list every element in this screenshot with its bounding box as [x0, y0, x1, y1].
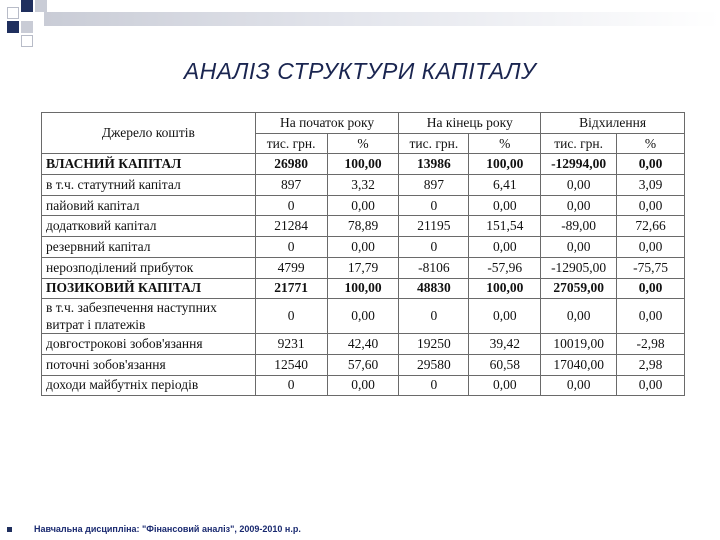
- header-start-of-year: На початок року: [255, 113, 399, 134]
- row-value: 42,40: [327, 334, 399, 355]
- row-value: 0,00: [327, 195, 399, 216]
- table-row: [42, 175, 685, 196]
- row-value: 29580: [399, 354, 469, 375]
- row-value: 0,00: [327, 375, 399, 396]
- corner-square-navy: [21, 0, 33, 12]
- table-row: [42, 299, 685, 334]
- row-label: поточні зобов'язання: [42, 354, 256, 375]
- header-unit-abs: тис. грн.: [541, 133, 617, 154]
- row-value: 48830: [399, 278, 469, 299]
- row-value: 897: [399, 175, 469, 196]
- row-value: 26980: [255, 154, 327, 175]
- header-unit-abs: тис. грн.: [255, 133, 327, 154]
- row-value: 0,00: [617, 299, 685, 334]
- row-value: 60,58: [469, 354, 541, 375]
- row-value: 0: [255, 195, 327, 216]
- row-value: 0,00: [541, 299, 617, 334]
- row-value: 0: [255, 299, 327, 334]
- row-value: 21284: [255, 216, 327, 237]
- row-value: 21771: [255, 278, 327, 299]
- row-value: -12905,00: [541, 257, 617, 278]
- row-value: 0,00: [617, 195, 685, 216]
- capital-structure-table: [41, 112, 685, 396]
- row-value: 0,00: [617, 278, 685, 299]
- row-label: доходи майбутніх періодів: [42, 375, 256, 396]
- row-value: 0,00: [541, 195, 617, 216]
- row-value: 100,00: [469, 278, 541, 299]
- row-value: 19250: [399, 334, 469, 355]
- table-row: [42, 195, 685, 216]
- header-end-of-year: На кінець року: [399, 113, 541, 134]
- row-value: 0,00: [541, 237, 617, 258]
- table-row: [42, 375, 685, 396]
- slide-title: АНАЛІЗ СТРУКТУРИ КАПІТАЛУ: [183, 58, 537, 84]
- row-value: -57,96: [469, 257, 541, 278]
- corner-square-navy: [7, 21, 19, 33]
- table-row: [42, 257, 685, 278]
- row-value: -12994,00: [541, 154, 617, 175]
- row-value: 0,00: [541, 175, 617, 196]
- header-unit-abs: тис. грн.: [399, 133, 469, 154]
- row-value: 0,00: [469, 195, 541, 216]
- row-label: додатковий капітал: [42, 216, 256, 237]
- row-value: 0: [399, 195, 469, 216]
- row-value: 6,41: [469, 175, 541, 196]
- row-value: 0: [255, 375, 327, 396]
- row-value: 17,79: [327, 257, 399, 278]
- row-label: ВЛАСНИЙ КАПІТАЛ: [42, 154, 256, 175]
- row-value: 78,89: [327, 216, 399, 237]
- row-label: нерозподілений прибуток: [42, 257, 256, 278]
- header-deviation: Відхилення: [541, 113, 685, 134]
- row-value: 0,00: [617, 154, 685, 175]
- row-label: ПОЗИКОВИЙ КАПІТАЛ: [42, 278, 256, 299]
- row-value: 17040,00: [541, 354, 617, 375]
- corner-square-grey: [21, 21, 33, 33]
- row-value: 2,98: [617, 354, 685, 375]
- row-value: -75,75: [617, 257, 685, 278]
- row-value: 0: [399, 299, 469, 334]
- row-value: 0: [255, 237, 327, 258]
- row-value: 151,54: [469, 216, 541, 237]
- row-value: 0,00: [469, 375, 541, 396]
- row-value: 0: [399, 375, 469, 396]
- row-value: 100,00: [327, 154, 399, 175]
- row-value: 4799: [255, 257, 327, 278]
- row-value: 3,09: [617, 175, 685, 196]
- row-label: пайовий капітал: [42, 195, 256, 216]
- row-value: 0,00: [327, 299, 399, 334]
- header-unit-pct: %: [617, 133, 685, 154]
- row-value: 57,60: [327, 354, 399, 375]
- corner-square-white: [21, 35, 33, 47]
- row-value: 897: [255, 175, 327, 196]
- row-value: -8106: [399, 257, 469, 278]
- table-row: [42, 354, 685, 375]
- table-row: [42, 278, 685, 299]
- row-value: 0,00: [469, 299, 541, 334]
- row-value: -2,98: [617, 334, 685, 355]
- row-value: 9231: [255, 334, 327, 355]
- footer-bullet: [7, 527, 12, 532]
- footer-course-label: Навчальна дисципліна: "Фінансовий аналіз", 2009-2010 н.р.: [34, 524, 301, 534]
- row-value: 0,00: [617, 237, 685, 258]
- row-value: 100,00: [327, 278, 399, 299]
- row-label: довгострокові зобов'язання: [42, 334, 256, 355]
- corner-square-grey: [35, 0, 47, 12]
- corner-square-white: [7, 7, 19, 19]
- header-unit-pct: %: [469, 133, 541, 154]
- row-value: 10019,00: [541, 334, 617, 355]
- row-value: 39,42: [469, 334, 541, 355]
- row-value: 27059,00: [541, 278, 617, 299]
- row-label: резервний капітал: [42, 237, 256, 258]
- row-value: 0,00: [541, 375, 617, 396]
- header-gradient-bar: [44, 12, 720, 26]
- row-value: 12540: [255, 354, 327, 375]
- row-label: в т.ч. забезпечення наступних витрат і платежів: [42, 299, 256, 334]
- header-row-1: [42, 113, 685, 134]
- row-value: -89,00: [541, 216, 617, 237]
- row-value: 100,00: [469, 154, 541, 175]
- table-row: [42, 237, 685, 258]
- row-value: 3,32: [327, 175, 399, 196]
- table-row: [42, 154, 685, 175]
- row-value: 72,66: [617, 216, 685, 237]
- table-row: [42, 216, 685, 237]
- row-value: 0,00: [617, 375, 685, 396]
- header-unit-pct: %: [327, 133, 399, 154]
- row-value: 13986: [399, 154, 469, 175]
- row-value: 21195: [399, 216, 469, 237]
- table-row: [42, 334, 685, 355]
- row-value: 0,00: [327, 237, 399, 258]
- row-value: 0,00: [469, 237, 541, 258]
- row-label: в т.ч. статутний капітал: [42, 175, 256, 196]
- row-value: 0: [399, 237, 469, 258]
- header-source: Джерело коштів: [42, 113, 256, 154]
